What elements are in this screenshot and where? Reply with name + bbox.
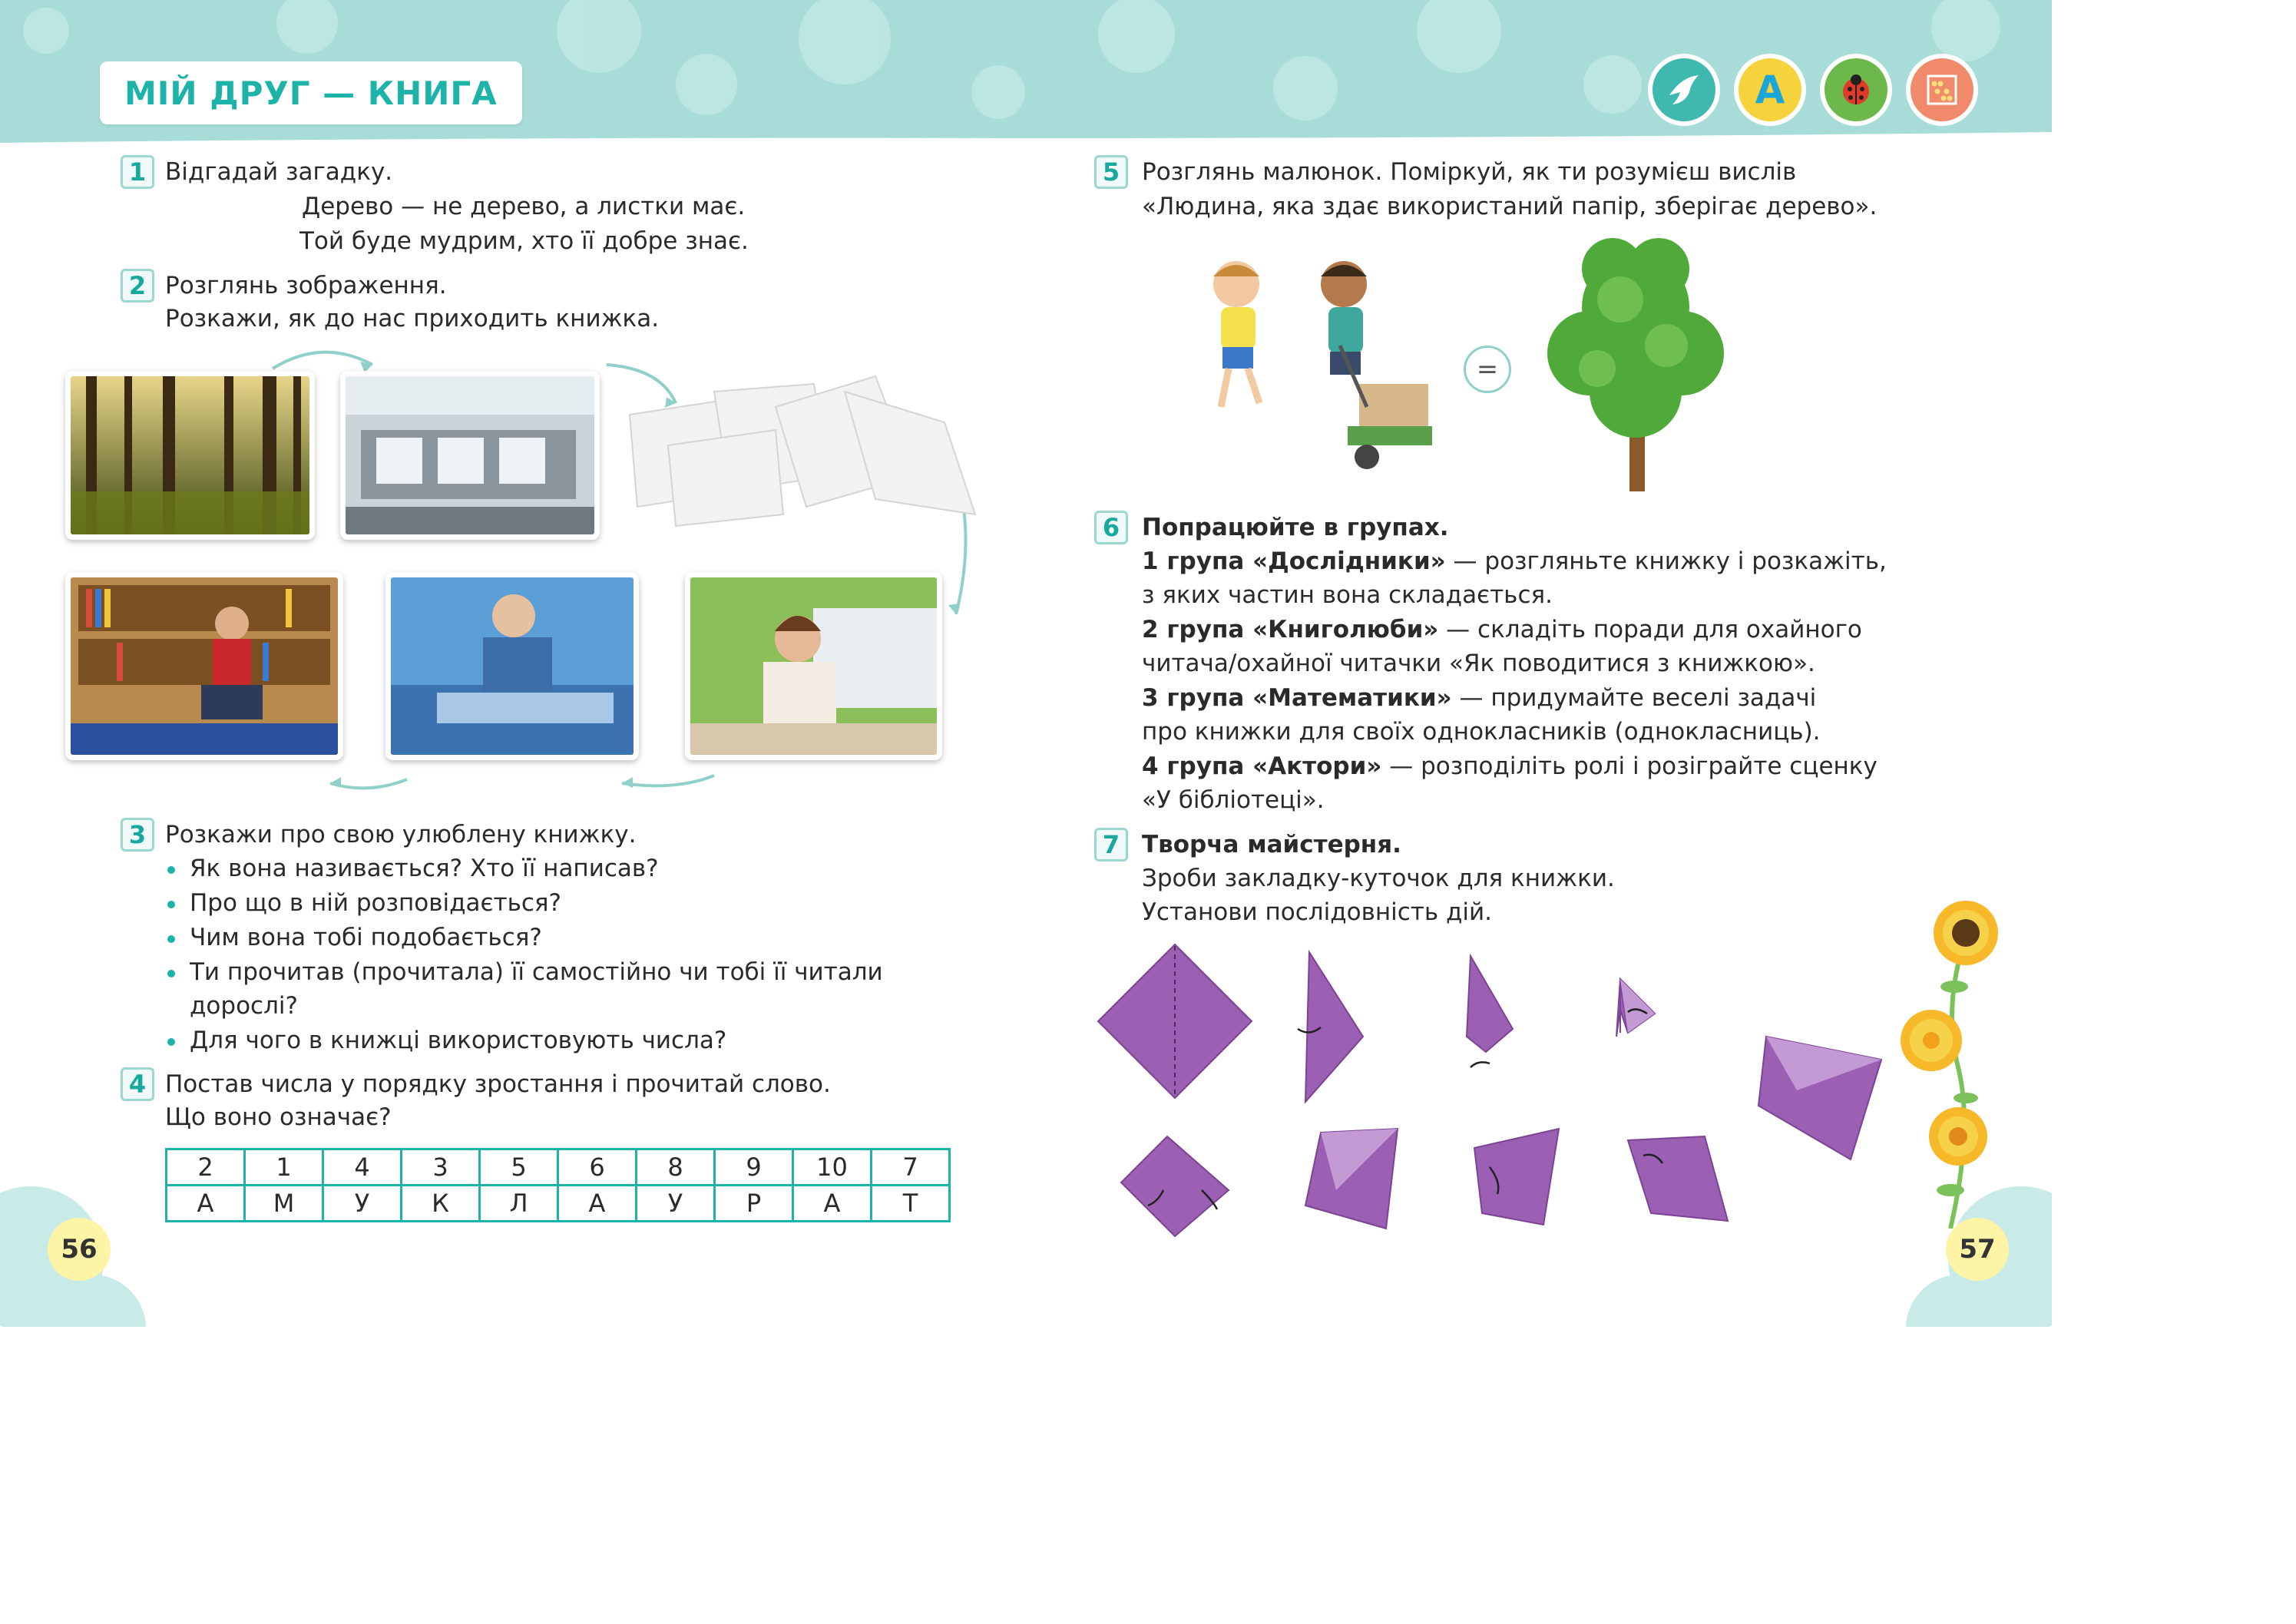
task2-line1: Розглянь зображення.: [165, 272, 447, 299]
group3-name: 3 група «Математики»: [1142, 684, 1452, 712]
boy-reading-library-photo: [65, 572, 343, 760]
task3-bullet-5: Для чого в книжці використовують числа?: [190, 1027, 727, 1054]
origami-step-2: [1305, 952, 1363, 1102]
bullet-dot: [167, 935, 175, 943]
chapter-title: МІЙ ДРУГ — КНИГА: [124, 74, 498, 112]
group1-task: — розгляньте книжку і розкажіть,: [1445, 547, 1887, 575]
origami-step-8: [1474, 1129, 1559, 1225]
task6-group4-line2: «У бібліотеці».: [1142, 786, 1325, 814]
number-letter-table: [165, 1148, 951, 1222]
bird-icon: [1648, 54, 1720, 126]
bullet-dot: [167, 866, 175, 874]
task7-line1: Зроби закладку-куточок для книжки.: [1142, 865, 1615, 892]
task6-group4: [1142, 749, 1877, 783]
task4-line1: Постав числа у порядку зростання і прочитай слово.: [165, 1070, 831, 1098]
origami-step-3: [1467, 956, 1513, 1052]
task2-line2: Розкажи, як до нас приходить книжка.: [165, 305, 660, 332]
bullet-dot: [167, 970, 175, 977]
page-number-right: 57: [1946, 1218, 2009, 1281]
task-number-3: 3: [121, 818, 154, 852]
table-cell-letter: К: [402, 1186, 480, 1222]
ladybug-icon: [1820, 54, 1892, 126]
table-cell-number: 1: [245, 1149, 323, 1186]
table-cell-letter: Т: [872, 1186, 950, 1222]
table-cell-number: 9: [715, 1149, 793, 1186]
paper-sheets-image: [622, 361, 983, 530]
children-recycling-illustration: [1183, 253, 1444, 484]
table-cell-number: 7: [872, 1149, 950, 1186]
table-cell-number: 4: [323, 1149, 402, 1186]
origami-step-6: [1121, 1136, 1229, 1236]
table-cell-letter: У: [323, 1186, 402, 1222]
task5-line1: Розглянь малюнок. Поміркуй, як ти розумієш вислів: [1142, 158, 1797, 186]
task-number-1: 1: [121, 155, 154, 189]
table-cell-number: 3: [402, 1149, 480, 1186]
group2-name: 2 група «Книголюби»: [1142, 616, 1439, 643]
task6-group3-line2: про книжки для своїх однокласників (однокласниць).: [1142, 718, 1821, 746]
task1-text: Відгадай загадку.: [165, 158, 393, 186]
table-cell-number: 2: [167, 1149, 245, 1186]
forest-photo: [65, 371, 315, 540]
task6-group3: [1142, 681, 1816, 715]
page-number-left: 56: [48, 1218, 111, 1281]
printing-worker-photo: [385, 572, 639, 760]
task3-bullet-3: Чим вона тобі подобається?: [190, 924, 542, 951]
group4-task: — розподіліть ролі і розіграйте сценку: [1381, 752, 1877, 780]
tree-illustration: [1543, 238, 1735, 499]
task6-group1-line2: з яких частин вона складається.: [1142, 581, 1553, 609]
riddle-line-1: Дерево — не дерево, а листки має.: [302, 193, 746, 220]
table-cell-letter: А: [167, 1186, 245, 1222]
table-cell-letter: Р: [715, 1186, 793, 1222]
chapter-title-box: [100, 61, 522, 124]
task3-bullet-4-cont: дорослі?: [190, 992, 298, 1020]
table-cell-letter: А: [558, 1186, 637, 1222]
task-number-7: 7: [1094, 828, 1128, 862]
table-cell-number: 10: [793, 1149, 872, 1186]
group4-name: 4 група «Актори»: [1142, 752, 1382, 780]
abacus-icon: [1906, 54, 1978, 126]
group3-task: — придумайте веселі задачі: [1451, 684, 1817, 712]
table-cell-letter: У: [637, 1186, 715, 1222]
paper-mill-photo: [340, 371, 600, 540]
task3-bullet-1: Як вона називається? Хто її написав?: [190, 855, 659, 882]
numbers-row: [167, 1149, 950, 1186]
letters-row: [167, 1186, 950, 1222]
task7-line2: Установи послідовність дій.: [1142, 898, 1493, 926]
table-cell-number: 5: [480, 1149, 558, 1186]
table-cell-letter: А: [793, 1186, 872, 1222]
table-cell-letter: Л: [480, 1186, 558, 1222]
task3-bullet-4: Ти прочитав (прочитала) її самостійно чи тобі її читали: [190, 958, 883, 986]
task-number-5: 5: [1094, 155, 1128, 189]
task-number-6: 6: [1094, 511, 1128, 544]
task6-group1: [1142, 544, 1887, 578]
bullet-dot: [167, 1038, 175, 1046]
group1-name: 1 група «Дослідники»: [1142, 547, 1446, 575]
task6-group2-line2: читача/охайної читачки «Як поводитися з книжкою».: [1142, 650, 1815, 677]
task3-text: Розкажи про свою улюблену книжку.: [165, 821, 637, 848]
bullet-dot: [167, 901, 175, 908]
origami-step-9: [1628, 1136, 1728, 1221]
woman-relaxing-photo: [685, 572, 942, 760]
task-number-4: 4: [121, 1067, 154, 1101]
letter-a-icon: А: [1734, 54, 1806, 126]
task7-title: Творча майстерня.: [1142, 831, 1401, 858]
task3-bullet-2: Про що в ній розповідається?: [190, 889, 561, 917]
origami-steps-illustration: [1090, 937, 1904, 1252]
task6-title: Попрацюйте в групах.: [1142, 514, 1449, 541]
table-cell-letter: М: [245, 1186, 323, 1222]
task5-line2: «Людина, яка здає використаний папір, зберігає дерево».: [1142, 193, 1877, 220]
table-cell-number: 6: [558, 1149, 637, 1186]
riddle-line-2: Той буде мудрим, хто її добре знає.: [299, 227, 749, 255]
group2-task: — складіть поради для охайного: [1438, 616, 1862, 643]
table-cell-number: 8: [637, 1149, 715, 1186]
task-number-2: 2: [121, 269, 154, 303]
task4-line2: Що воно означає?: [165, 1103, 392, 1131]
task6-group2: [1142, 613, 1862, 647]
equals-sign: =: [1464, 346, 1511, 393]
